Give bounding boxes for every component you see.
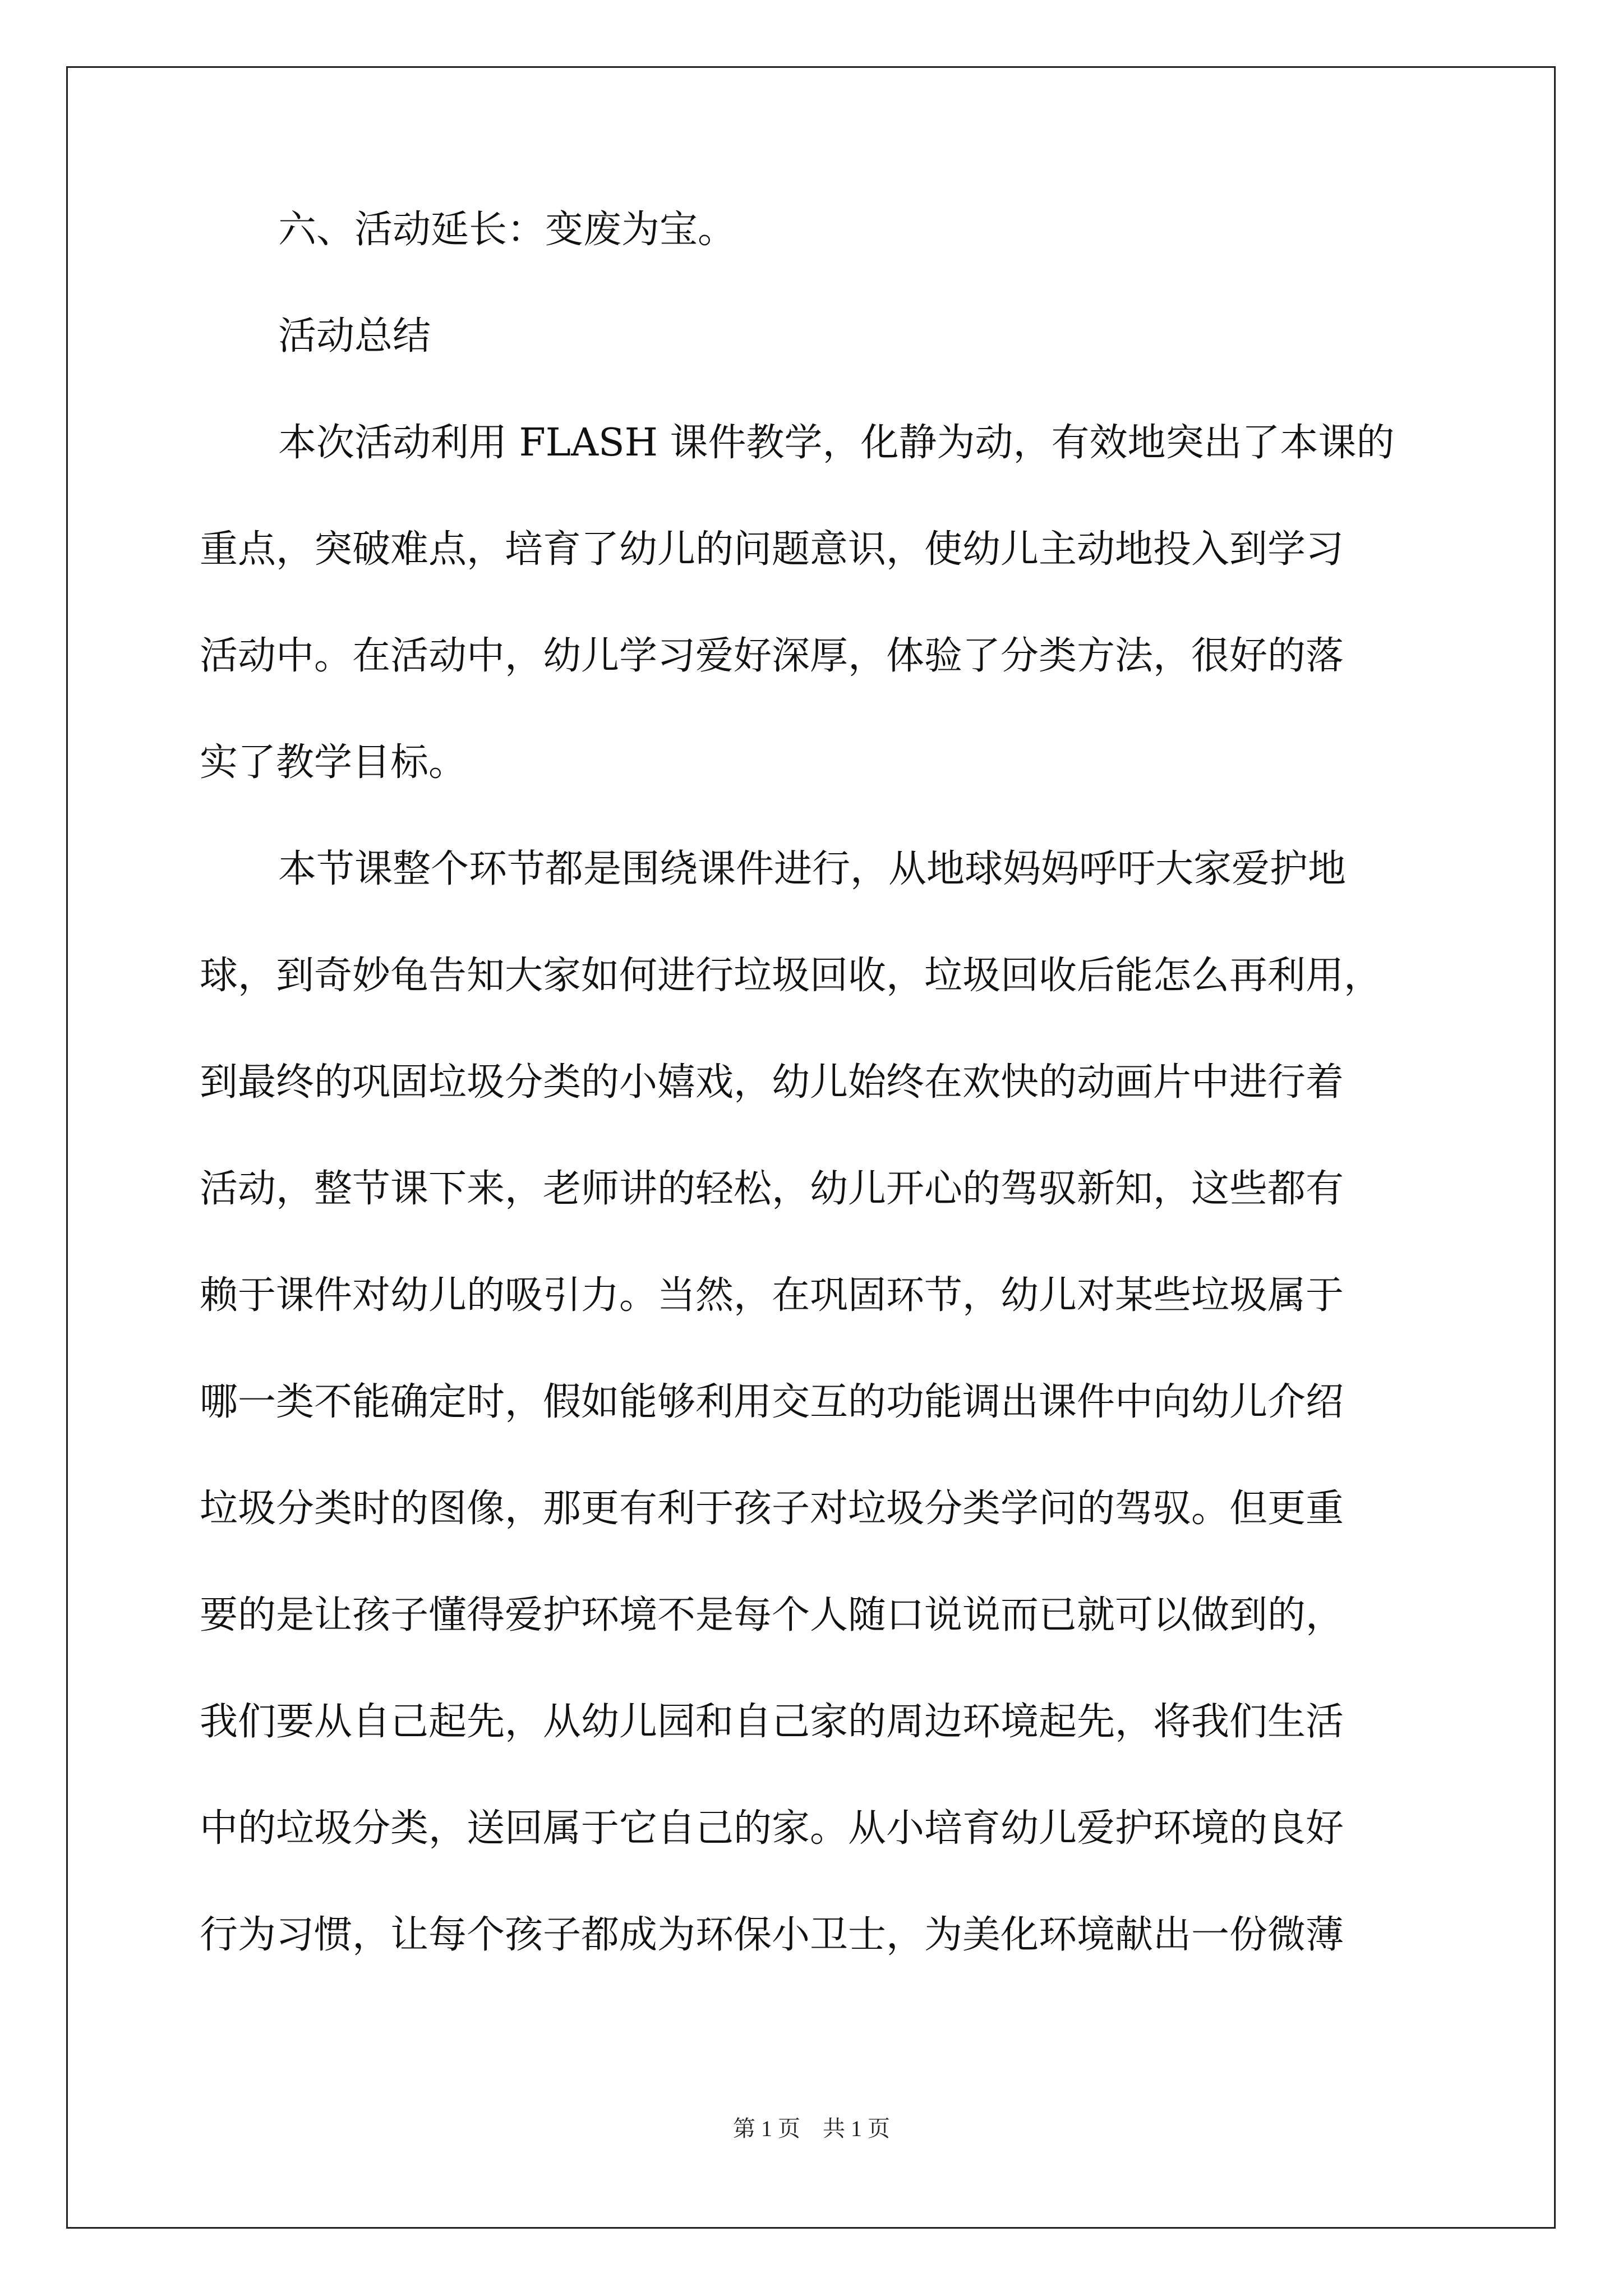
- text-line-1: 六、活动延长：变废为宝。: [278, 208, 736, 252]
- text-line-15: 我们要从自己起先，从幼儿园和自己家的周边环境起先，将我们生活: [200, 1700, 1344, 1744]
- text-line-9: 到最终的巩固垃圾分类的小嬉戏，幼儿始终在欢快的动画片中进行着: [200, 1060, 1344, 1105]
- text-line-3: 本次活动利用 FLASH 课件教学，化静为动，有效地突出了本课的: [278, 421, 1395, 465]
- page-border: [66, 66, 1556, 2229]
- text-line-7: 本节课整个环节都是围绕课件进行，从地球妈妈呼吁大家爱护地: [278, 847, 1347, 891]
- text-line-14: 要的是让孩子懂得爱护环境不是每个人随口说说而已就可以做到的，: [200, 1593, 1344, 1637]
- text-line-4: 重点，突破难点，培育了幼儿的问题意识，使幼儿主动地投入到学习: [200, 527, 1344, 572]
- text-line-12: 哪一类不能确定时，假如能够利用交互的功能调出课件中向幼儿介绍: [200, 1380, 1344, 1424]
- text-line-6: 实了教学目标。: [200, 740, 467, 785]
- text-line-16: 中的垃圾分类，送回属于它自己的家。从小培育幼儿爱护环境的良好: [200, 1806, 1344, 1851]
- text-line-17: 行为习惯，让每个孩子都成为环保小卫士，为美化环境献出一份微薄: [200, 1913, 1344, 1957]
- text-line-2: 活动总结: [278, 314, 431, 358]
- text-line-5: 活动中。在活动中，幼儿学习爱好深厚，体验了分类方法，很好的落: [200, 634, 1344, 678]
- text-line-11: 赖于课件对幼儿的吸引力。当然，在巩固环节，幼儿对某些垃圾属于: [200, 1273, 1344, 1318]
- text-line-8: 球，到奇妙龟告知大家如何进行垃圾回收，垃圾回收后能怎么再利用，: [200, 954, 1382, 998]
- text-line-13: 垃圾分类时的图像，那更有利于孩子对垃圾分类学问的驾驭。但更重: [200, 1487, 1344, 1531]
- text-line-10: 活动，整节课下来，老师讲的轻松，幼儿开心的驾驭新知，这些都有: [200, 1167, 1344, 1211]
- page-footer: 第 1 页 共 1 页: [733, 2116, 890, 2141]
